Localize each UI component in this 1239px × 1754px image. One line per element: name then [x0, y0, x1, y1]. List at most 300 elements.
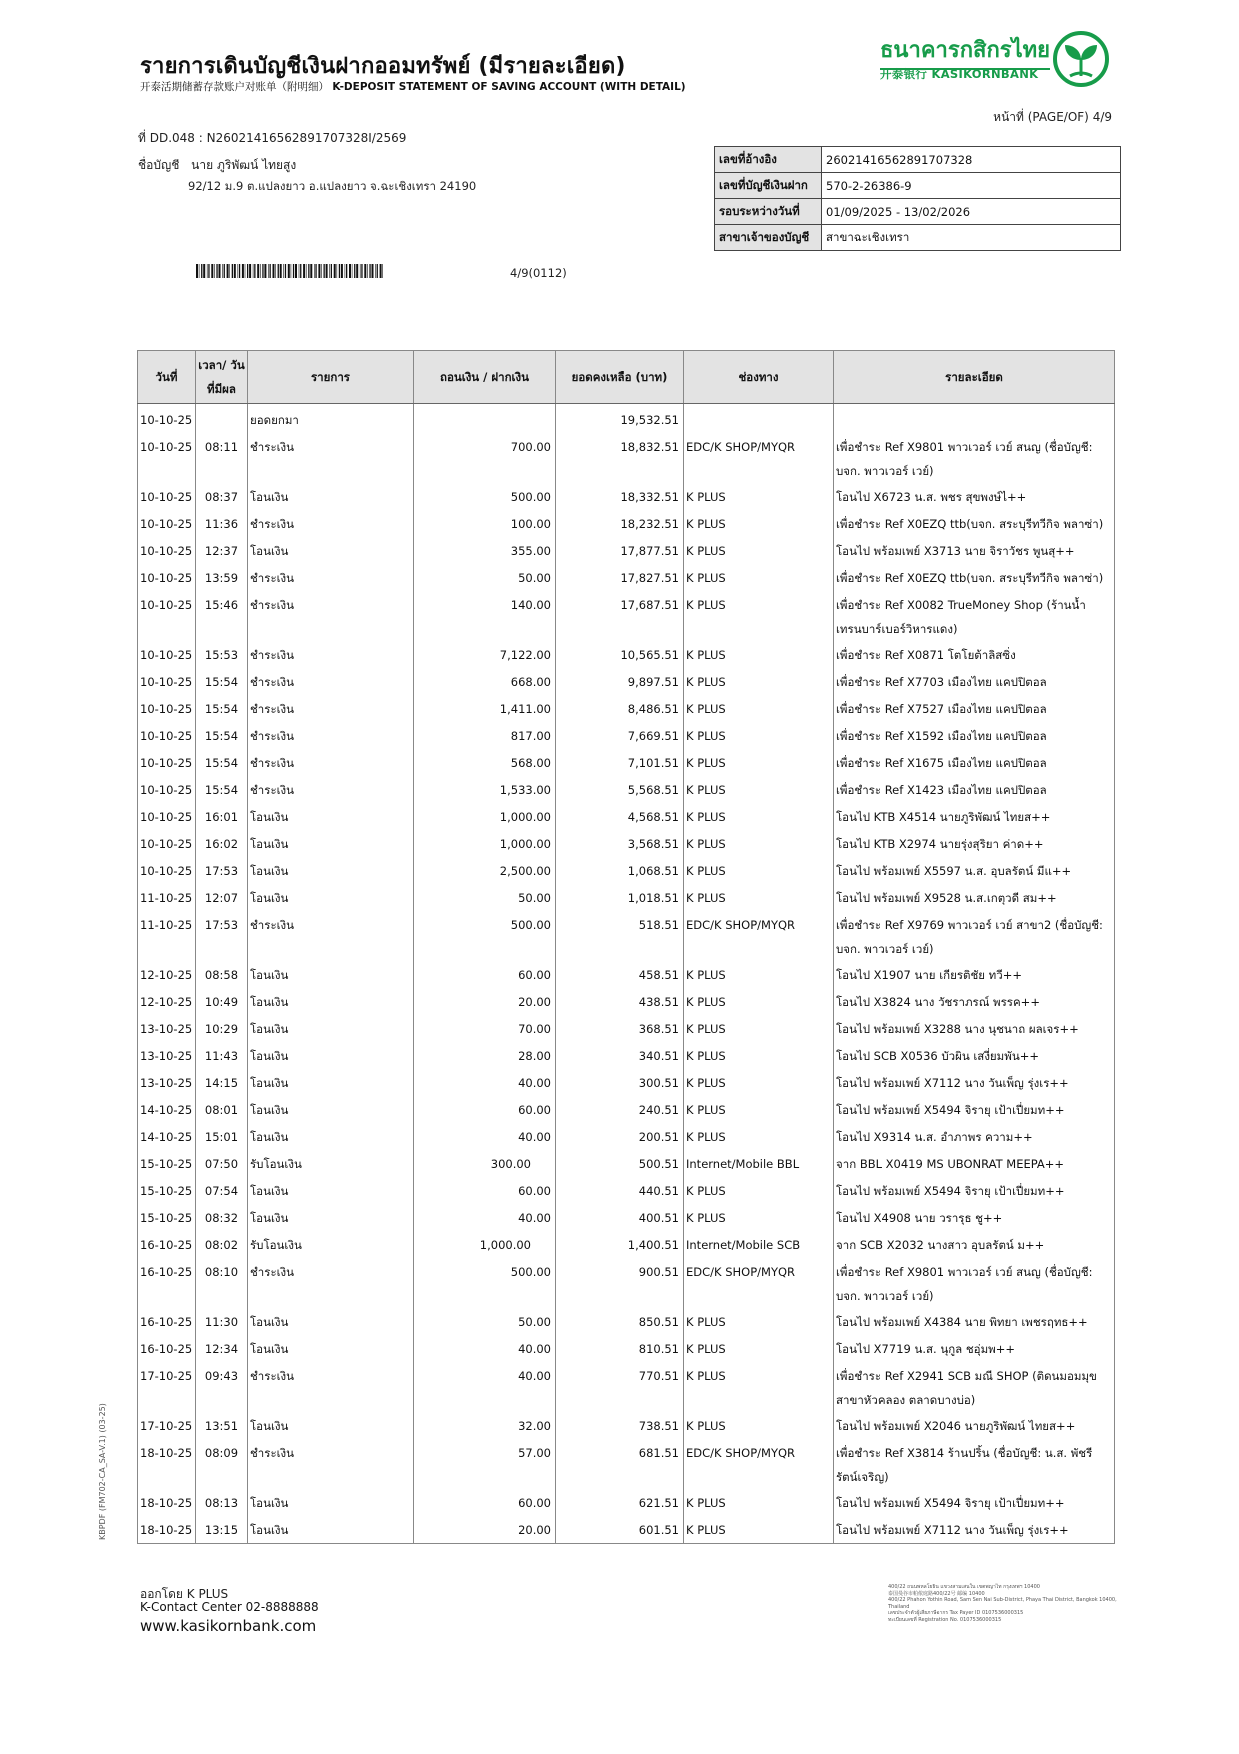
cell-channel: Internet/Mobile SCB — [684, 1231, 834, 1258]
cell-channel: K PLUS — [684, 564, 834, 591]
info-label: เลขที่อ้างอิง — [715, 147, 822, 173]
cell-type: ชำระเงิน — [248, 776, 414, 803]
cell-detail: โอนไป X6723 น.ส. พชร สุขพงษ์ไ++ — [834, 483, 1115, 510]
cell-time: 08:10 — [196, 1258, 248, 1308]
barcode-bar — [306, 264, 307, 278]
cell-balance: 368.51 — [556, 1015, 684, 1042]
cell-type: โอนเงิน — [248, 537, 414, 564]
cell-detail: เพื่อชำระ Ref X7703 เมืองไทย แคปปิตอล — [834, 668, 1115, 695]
cell-time: 08:58 — [196, 961, 248, 988]
cell-detail: โอนไป พร้อมเพย์ X5494 จิรายุ เป้าเปี่ยมท++ — [834, 1489, 1115, 1516]
cell-channel: K PLUS — [684, 1177, 834, 1204]
cell-amount: 355.00 — [414, 537, 556, 564]
barcode-bar — [275, 264, 276, 278]
cell-type: ยอดยกมา — [248, 404, 414, 434]
cell-balance: 240.51 — [556, 1096, 684, 1123]
barcode-bar — [380, 264, 382, 278]
cell-amount: 20.00 — [414, 988, 556, 1015]
table-row — [138, 830, 1115, 857]
cell-date: 18-10-25 — [138, 1489, 196, 1516]
cell-amount: 60.00 — [414, 1177, 556, 1204]
barcode-bar — [337, 264, 338, 278]
barcode-bar — [339, 264, 340, 278]
barcode-bar — [310, 264, 312, 278]
cell-detail: โอนไป พร้อมเพย์ X2046 นายภูริพัฒน์ ไทยส++ — [834, 1412, 1115, 1439]
barcode-bar — [377, 264, 378, 278]
cell-channel: EDC/K SHOP/MYQR — [684, 1439, 834, 1489]
table-row — [138, 668, 1115, 695]
barcode-bar — [208, 264, 209, 278]
cell-detail: โอนไป พร้อมเพย์ X4384 นาย พิทยา เพชรฤทธ++ — [834, 1308, 1115, 1335]
cell-date: 16-10-25 — [138, 1335, 196, 1362]
cell-detail: โอนไป พร้อมเพย์ X5494 จิรายุ เป้าเปี่ยมท++ — [834, 1096, 1115, 1123]
cell-detail: โอนไป X3824 นาง วัชราภรณ์ พรรค++ — [834, 988, 1115, 1015]
table-header-row — [138, 351, 1115, 404]
cell-type: ชำระเงิน — [248, 668, 414, 695]
cell-amount: 700.00 — [414, 433, 556, 483]
cell-date: 16-10-25 — [138, 1231, 196, 1258]
page-label: หน้าที่ (PAGE/OF) — [993, 110, 1089, 124]
barcode-bar — [247, 264, 248, 278]
table-row — [138, 803, 1115, 830]
cell-date: 10-10-25 — [138, 510, 196, 537]
barcode-bar — [300, 264, 301, 278]
cell-balance: 3,568.51 — [556, 830, 684, 857]
cell-amount: 100.00 — [414, 510, 556, 537]
cell-channel: K PLUS — [684, 1042, 834, 1069]
cell-detail: เพื่อชำระ Ref X2941 SCB มณี SHOP (ติดนมอมมุข สาขาหัวคลอง ตลาดบางบ่อ) — [834, 1362, 1115, 1412]
cell-balance: 601.51 — [556, 1516, 684, 1544]
table-row — [138, 988, 1115, 1015]
cell-detail: เพื่อชำระ Ref X1592 เมืองไทย แคปปิตอล — [834, 722, 1115, 749]
cell-type: โอนเงิน — [248, 1489, 414, 1516]
fine-print-line: 泰国曼谷市帕侬庭路400/22号 邮编 10400 — [888, 1590, 985, 1597]
cell-detail: โอนไป X1907 นาย เกียรติชัย ทวี++ — [834, 961, 1115, 988]
subtitle-cn: 开泰活期储蓄存款账户对账单（附明细） — [140, 81, 329, 93]
cell-amount: 57.00 — [414, 1439, 556, 1489]
cell-balance: 17,687.51 — [556, 591, 684, 641]
barcode-bar — [375, 264, 376, 278]
fine-print-line: เลขประจำตัวผู้เสียภาษีอากร Tax Payer ID 0107536000315 — [888, 1610, 1024, 1616]
barcode-bar — [349, 264, 351, 278]
table-row — [138, 1177, 1115, 1204]
barcode-bar — [199, 264, 200, 278]
cell-balance: 5,568.51 — [556, 776, 684, 803]
cell-type: โอนเงิน — [248, 830, 414, 857]
cell-type: ชำระเงิน — [248, 564, 414, 591]
cell-date: 10-10-25 — [138, 830, 196, 857]
col-header-channel: ช่องทาง — [684, 351, 834, 404]
table-row — [138, 1516, 1115, 1544]
cell-date: 10-10-25 — [138, 776, 196, 803]
barcode-bar — [303, 264, 305, 278]
barcode-bar — [369, 264, 370, 278]
cell-date: 18-10-25 — [138, 1439, 196, 1489]
cell-time: 13:15 — [196, 1516, 248, 1544]
cell-amount: 140.00 — [414, 591, 556, 641]
table-row — [138, 1204, 1115, 1231]
table-row — [138, 591, 1115, 641]
cell-time: 07:54 — [196, 1177, 248, 1204]
barcode-bar — [257, 264, 259, 278]
barcode-bar — [285, 264, 286, 278]
table-row — [138, 961, 1115, 988]
col-header-detail: รายละเอียด — [834, 351, 1115, 404]
cell-balance: 7,669.51 — [556, 722, 684, 749]
cell-time: 15:54 — [196, 722, 248, 749]
barcode-text: 4/9(0112) — [510, 266, 567, 280]
cell-balance: 440.51 — [556, 1177, 684, 1204]
table-row — [138, 433, 1115, 483]
cell-channel: K PLUS — [684, 1516, 834, 1544]
barcode-bar — [293, 264, 294, 278]
table-row — [138, 1308, 1115, 1335]
cell-time: 15:54 — [196, 695, 248, 722]
info-value: สาขาฉะเชิงเทรา — [822, 225, 1121, 251]
cell-date: 10-10-25 — [138, 591, 196, 641]
cell-type: โอนเงิน — [248, 1069, 414, 1096]
cell-balance: 500.51 — [556, 1150, 684, 1177]
transaction-rows — [138, 404, 1115, 1544]
cell-detail: โอนไป พร้อมเพย์ X3288 นาง นุชนาถ ผลเจร++ — [834, 1015, 1115, 1042]
cell-channel: K PLUS — [684, 749, 834, 776]
barcode-bar — [203, 264, 205, 278]
cell-detail: โอนไป พร้อมเพย์ X7112 นาง วันเพ็ญ รุ่งเร++ — [834, 1069, 1115, 1096]
barcode-bar — [321, 264, 322, 278]
cell-amount: 32.00 — [414, 1412, 556, 1439]
cell-type: ชำระเงิน — [248, 1362, 414, 1412]
cell-detail: จาก SCB X2032 นางสาว อุบลรัตน์ ม++ — [834, 1231, 1115, 1258]
cell-time: 08:02 — [196, 1231, 248, 1258]
barcode-bar — [329, 264, 330, 278]
cell-detail: เพื่อชำระ Ref X1423 เมืองไทย แคปปิตอล — [834, 776, 1115, 803]
cell-date: 18-10-25 — [138, 1516, 196, 1544]
cell-channel: K PLUS — [684, 830, 834, 857]
info-value: 570-2-26386-9 — [822, 173, 1121, 199]
barcode-bar — [354, 264, 355, 278]
cell-detail: เพื่อชำระ Ref X0082 TrueMoney Shop (ร้านน้ำเทรนบาร์เบอร์วิหารแดง) — [834, 591, 1115, 641]
cell-balance: 738.51 — [556, 1412, 684, 1439]
issued-by: ออกโดย K PLUS — [140, 1587, 229, 1601]
cell-date: 10-10-25 — [138, 564, 196, 591]
cell-amount: 60.00 — [414, 1096, 556, 1123]
cell-type: ชำระเงิน — [248, 1439, 414, 1489]
cell-type: โอนเงิน — [248, 1015, 414, 1042]
cell-date: 11-10-25 — [138, 911, 196, 961]
table-row — [138, 1042, 1115, 1069]
cell-balance: 8,486.51 — [556, 695, 684, 722]
cell-date: 14-10-25 — [138, 1096, 196, 1123]
cell-channel: K PLUS — [684, 1489, 834, 1516]
website-link[interactable]: www.kasikornbank.com — [140, 1617, 317, 1635]
bank-logo — [880, 30, 1110, 92]
cell-date: 13-10-25 — [138, 1015, 196, 1042]
table-row — [138, 1489, 1115, 1516]
table-row — [138, 510, 1115, 537]
page-indicator — [993, 108, 1112, 127]
cell-type: ชำระเงิน — [248, 433, 414, 483]
cell-detail: เพื่อชำระ Ref X7527 เมืองไทย แคปปิตอล — [834, 695, 1115, 722]
barcode-bar — [253, 264, 254, 278]
cell-balance: 10,565.51 — [556, 641, 684, 668]
cell-time: 10:29 — [196, 1015, 248, 1042]
barcode-bar — [214, 264, 215, 278]
cell-type: โอนเงิน — [248, 1204, 414, 1231]
cell-channel: EDC/K SHOP/MYQR — [684, 911, 834, 961]
cell-channel: K PLUS — [684, 1308, 834, 1335]
cell-date: 15-10-25 — [138, 1204, 196, 1231]
cell-balance: 458.51 — [556, 961, 684, 988]
cell-channel: K PLUS — [684, 591, 834, 641]
barcode-bar — [207, 264, 208, 278]
table-row — [138, 749, 1115, 776]
cell-channel: K PLUS — [684, 1204, 834, 1231]
cell-amount: 500.00 — [414, 1258, 556, 1308]
cell-detail: เพื่อชำระ Ref X0871 โตโยต้าลิสซิ่ง — [834, 641, 1115, 668]
cell-type: โอนเงิน — [248, 1123, 414, 1150]
cell-detail: เพื่อชำระ Ref X0EZQ ttb(บจก. สระบุรีทวีกิจ พลาซ่า) — [834, 510, 1115, 537]
cell-date: 10-10-25 — [138, 641, 196, 668]
table-row — [138, 1069, 1115, 1096]
cell-date: 10-10-25 — [138, 695, 196, 722]
cell-date: 13-10-25 — [138, 1042, 196, 1069]
document-number: ที่ DD.048 : N2602141656289170732​8I/2569 — [138, 131, 407, 145]
cell-amount: 1,411.00 — [414, 695, 556, 722]
cell-time: 17:53 — [196, 857, 248, 884]
cell-amount: 668.00 — [414, 668, 556, 695]
cell-type: ชำระเงิน — [248, 749, 414, 776]
cell-channel: K PLUS — [684, 483, 834, 510]
barcode-bar — [242, 264, 244, 278]
cell-date: 10-10-25 — [138, 404, 196, 434]
barcode-bar — [367, 264, 368, 278]
cell-type: โอนเงิน — [248, 483, 414, 510]
cell-channel: K PLUS — [684, 1096, 834, 1123]
cell-detail: เพื่อชำระ Ref X9801 พาวเวอร์ เวย์ สนญ (ชื่อบัญชี: บจก. พาวเวอร์ เวย์) — [834, 433, 1115, 483]
kasikorn-leaf-logo-icon — [1052, 30, 1110, 88]
cell-time: 11:36 — [196, 510, 248, 537]
cell-type: โอนเงิน — [248, 1516, 414, 1544]
cell-balance: 900.51 — [556, 1258, 684, 1308]
info-value: 260214165628917073​28 — [822, 147, 1121, 173]
barcode-bar — [382, 264, 383, 278]
cell-balance: 17,827.51 — [556, 564, 684, 591]
cell-channel: EDC/K SHOP/MYQR — [684, 433, 834, 483]
cell-detail: โอนไป พร้อมเพย์ X7112 นาง วันเพ็ญ รุ่งเร++ — [834, 1516, 1115, 1544]
fine-print-line: 400/22 ถนนพหลโยธิน แขวงสามเสนใน เขตพญาไท กรุงเทพฯ 10400 — [888, 1584, 1040, 1590]
cell-time: 17:53 — [196, 911, 248, 961]
barcode-bar — [341, 264, 343, 278]
cell-type: โอนเงิน — [248, 1335, 414, 1362]
cell-amount: 1,000.00 — [414, 830, 556, 857]
barcode-bar — [283, 264, 284, 278]
barcode-bar — [229, 264, 230, 278]
cell-type: โอนเงิน — [248, 1042, 414, 1069]
info-row-account-number — [715, 173, 1121, 199]
cell-amount: 500.00 — [414, 911, 556, 961]
barcode-bar — [196, 264, 198, 278]
table-row — [138, 1150, 1115, 1177]
barcode-bar — [201, 264, 202, 278]
barcode-bar — [216, 264, 217, 278]
cell-time: 14:15 — [196, 1069, 248, 1096]
fine-print-line: ทะเบียนเลขที่ Registration No. 0107536000315 — [888, 1616, 1002, 1623]
cell-balance: 18,232.51 — [556, 510, 684, 537]
cell-date: 10-10-25 — [138, 749, 196, 776]
barcode-bar — [356, 264, 358, 278]
barcode-bar — [291, 264, 292, 278]
cell-type: ชำระเงิน — [248, 911, 414, 961]
table-row — [138, 641, 1115, 668]
barcode-bar — [249, 264, 251, 278]
barcode-bar — [308, 264, 309, 278]
table-row — [138, 1258, 1115, 1308]
barcode-bar — [331, 264, 332, 278]
cell-type: โอนเงิน — [248, 1308, 414, 1335]
cell-channel: K PLUS — [684, 641, 834, 668]
cell-date: 10-10-25 — [138, 433, 196, 483]
cell-balance: 19,532.51 — [556, 404, 684, 434]
cell-type: โอนเงิน — [248, 884, 414, 911]
cell-date: 11-10-25 — [138, 884, 196, 911]
barcode-bar — [372, 264, 374, 278]
cell-amount: 28.00 — [414, 1042, 556, 1069]
cell-amount: 7,122.00 — [414, 641, 556, 668]
cell-type: โอนเงิน — [248, 803, 414, 830]
table-row — [138, 564, 1115, 591]
cell-time: 12:07 — [196, 884, 248, 911]
col-header-time: เวลา/ วันที่มีผล — [196, 351, 248, 404]
transaction-table — [137, 350, 1115, 1544]
cell-date: 15-10-25 — [138, 1177, 196, 1204]
cell-type: ชำระเงิน — [248, 510, 414, 537]
col-header-date: วันที่ — [138, 351, 196, 404]
cell-channel: K PLUS — [684, 1335, 834, 1362]
page-value: 4/9 — [1092, 110, 1112, 124]
cell-detail: เพื่อชำระ Ref X9801 พาวเวอร์ เวย์ สนญ (ชื่อบัญชี: บจก. พาวเวอร์ เวย์) — [834, 1258, 1115, 1308]
cell-detail — [834, 404, 1115, 434]
cell-channel: K PLUS — [684, 1123, 834, 1150]
cell-detail: เพื่อชำระ Ref X9769 พาวเวอร์ เวย์ สาขา2 (ชื่อบัญชี: บจก. พาวเวอร์ เวย์) — [834, 911, 1115, 961]
barcode-bar — [361, 264, 362, 278]
barcode-bar — [364, 264, 366, 278]
barcode-bar — [232, 264, 233, 278]
cell-time: 16:01 — [196, 803, 248, 830]
cell-channel: K PLUS — [684, 722, 834, 749]
bank-name-th: ธนาคารกสิกรไทย — [880, 32, 1050, 70]
table-row — [138, 483, 1115, 510]
cell-date: 17-10-25 — [138, 1362, 196, 1412]
info-row-period — [715, 199, 1121, 225]
table-row — [138, 1096, 1115, 1123]
cell-time: 12:34 — [196, 1335, 248, 1362]
cell-type: ชำระเงิน — [248, 591, 414, 641]
cell-amount: 40.00 — [414, 1123, 556, 1150]
cell-channel: K PLUS — [684, 695, 834, 722]
table-row — [138, 537, 1115, 564]
barcode-bar — [273, 264, 275, 278]
cell-balance: 850.51 — [556, 1308, 684, 1335]
cell-time: 07:50 — [196, 1150, 248, 1177]
cell-amount: 1,000.00 — [414, 803, 556, 830]
cell-balance: 770.51 — [556, 1362, 684, 1412]
account-address: 92/12 ม.9 ต.แปลงยาว อ.แปลงยาว จ.ฉะเชิงเทรา 24190 — [188, 179, 477, 193]
cell-date: 10-10-25 — [138, 668, 196, 695]
cell-time: 15:54 — [196, 668, 248, 695]
cell-time: 13:59 — [196, 564, 248, 591]
info-label: สาขาเจ้าของบัญชี — [715, 225, 822, 251]
cell-type: โอนเงิน — [248, 857, 414, 884]
cell-detail: โอนไป พร้อมเพย์ X9528 น.ส.เกตุวดี สม++ — [834, 884, 1115, 911]
col-header-balance: ยอดคงเหลือ (บาท) — [556, 351, 684, 404]
barcode-bar — [346, 264, 347, 278]
barcode-bar — [227, 264, 229, 278]
barcode-bar — [219, 264, 221, 278]
cell-time: 11:30 — [196, 1308, 248, 1335]
barcode-bar — [314, 264, 315, 278]
barcode-bar — [224, 264, 225, 278]
cell-date: 10-10-25 — [138, 483, 196, 510]
cell-detail: โอนไป พร้อมเพย์ X5494 จิรายุ เป้าเปี่ยมท++ — [834, 1177, 1115, 1204]
cell-amount: 300.00 — [414, 1150, 556, 1177]
cell-channel: K PLUS — [684, 1015, 834, 1042]
cell-balance: 200.51 — [556, 1123, 684, 1150]
cell-type: โอนเงิน — [248, 1177, 414, 1204]
cell-amount: 568.00 — [414, 749, 556, 776]
barcode-bar — [334, 264, 336, 278]
cell-balance: 18,832.51 — [556, 433, 684, 483]
cell-balance: 9,897.51 — [556, 668, 684, 695]
cell-detail: โอนไป KTB X2974 นายรุ่งสุริยา ค่าด++ — [834, 830, 1115, 857]
cell-amount: 60.00 — [414, 1489, 556, 1516]
cell-detail: โอนไป พร้อมเพย์ X5597 น.ส. อุบลรัตน์ มีแ++ — [834, 857, 1115, 884]
cell-balance: 4,568.51 — [556, 803, 684, 830]
account-name-label: ชื่อบัญชี — [138, 158, 180, 172]
cell-amount: 817.00 — [414, 722, 556, 749]
barcode-bar — [318, 264, 320, 278]
cell-amount: 20.00 — [414, 1516, 556, 1544]
cell-balance: 621.51 — [556, 1489, 684, 1516]
cell-time: 15:53 — [196, 641, 248, 668]
cell-balance: 810.51 — [556, 1335, 684, 1362]
cell-type: ชำระเงิน — [248, 695, 414, 722]
cell-date: 12-10-25 — [138, 988, 196, 1015]
cell-amount: 2,500.00 — [414, 857, 556, 884]
barcode-bar — [280, 264, 282, 278]
cell-channel: Internet/Mobile BBL — [684, 1150, 834, 1177]
cell-channel: EDC/K SHOP/MYQR — [684, 1258, 834, 1308]
info-row-reference — [715, 147, 1121, 173]
cell-detail: โอนไป X9314 น.ส. อำภาพร ความ++ — [834, 1123, 1115, 1150]
cell-type: โอนเงิน — [248, 988, 414, 1015]
cell-time: 09:43 — [196, 1362, 248, 1412]
form-code: KBPDF (FM702-CA_SA-V.1) (03-25) — [98, 1403, 107, 1540]
cell-time: 08:32 — [196, 1204, 248, 1231]
cell-detail: โอนไป X4908 นาย วรารุธ ชู++ — [834, 1204, 1115, 1231]
cell-time: 08:13 — [196, 1489, 248, 1516]
cell-detail: จาก BBL X0419 MS UBONRAT MEEPA++ — [834, 1150, 1115, 1177]
barcode-bar — [270, 264, 271, 278]
statement-subtitle — [140, 79, 686, 94]
cell-type: รับโอนเงิน — [248, 1150, 414, 1177]
cell-time — [196, 404, 248, 434]
cell-channel: K PLUS — [684, 668, 834, 695]
cell-balance: 300.51 — [556, 1069, 684, 1096]
cell-time: 11:43 — [196, 1042, 248, 1069]
cell-balance: 681.51 — [556, 1439, 684, 1489]
barcode-bar — [315, 264, 316, 278]
table-row — [138, 1335, 1115, 1362]
